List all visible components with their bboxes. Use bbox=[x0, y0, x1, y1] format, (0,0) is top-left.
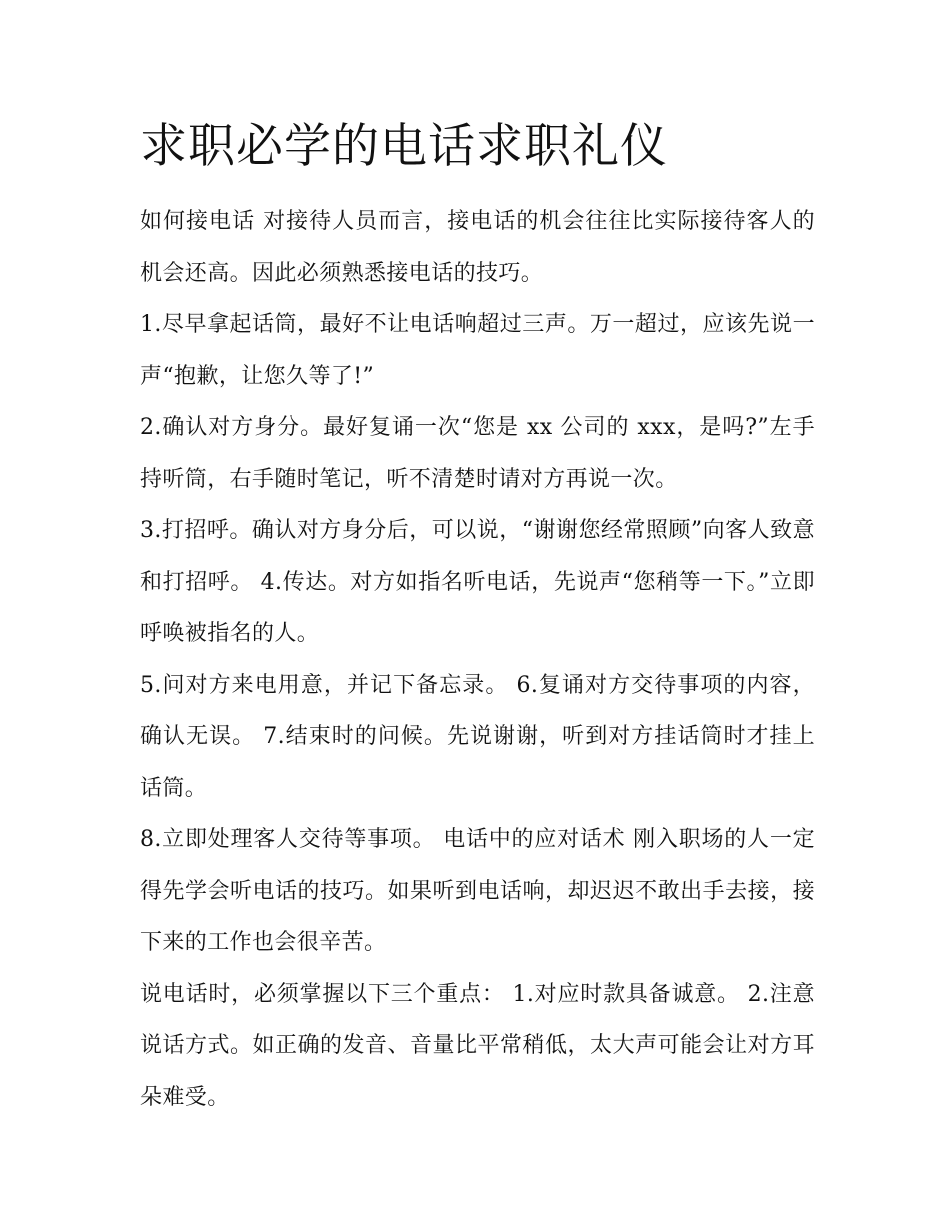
paragraph-speaking-points: 说电话时，必须掌握以下三个重点： 1.对应时款具备诚意。 2.注意说话方式。如正确的发音、音量比平常稍低，太大声可能会让对方耳朵难受。 bbox=[140, 981, 815, 1110]
paragraph-step-3-4: 3.打招呼。确认对方身分后，可以说，“谢谢您经常照顾”向客人致意和打招呼。 4.传达。对方如指名听电话，先说声“您稍等一下。”立即呼唤被指名的人。 bbox=[140, 518, 815, 646]
paragraph-step-8: 8.立即处理客人交待等事项。 电话中的应对话术 刚入职场的人一定得先学会听电话的技巧。如果听到电话响，却迟迟不敢出手去接，接下来的工作也会很辛苦。 bbox=[140, 827, 815, 955]
paragraph-step-5-7: 5.问对方来电用意，并记下备忘录。 6.复诵对方交待事项的内容，确认无误。 7.结束时的问候。先说谢谢，听到对方挂话筒时才挂上话筒。 bbox=[140, 672, 815, 801]
paragraph-step-2: 2.确认对方身分。最好复诵一次“您是 xx 公司的 xxx，是吗?”左手持听筒，右手随时笔记，听不清楚时请对方再说一次。 bbox=[140, 415, 815, 492]
document-title: 求职必学的电话求职礼仪 bbox=[140, 119, 668, 174]
document-page bbox=[140, 112, 815, 1123]
paragraph-answering-phone: 如何接电话 对接待人员而言，接电话的机会往往比实际接待客人的机会还高。因此必须熟悉接电话的技巧。 bbox=[140, 209, 815, 286]
paragraph-step-1: 1.尽早拿起话筒，最好不让电话响超过三声。万一超过，应该先说一声“抱歉，让您久等了!” bbox=[140, 312, 815, 389]
